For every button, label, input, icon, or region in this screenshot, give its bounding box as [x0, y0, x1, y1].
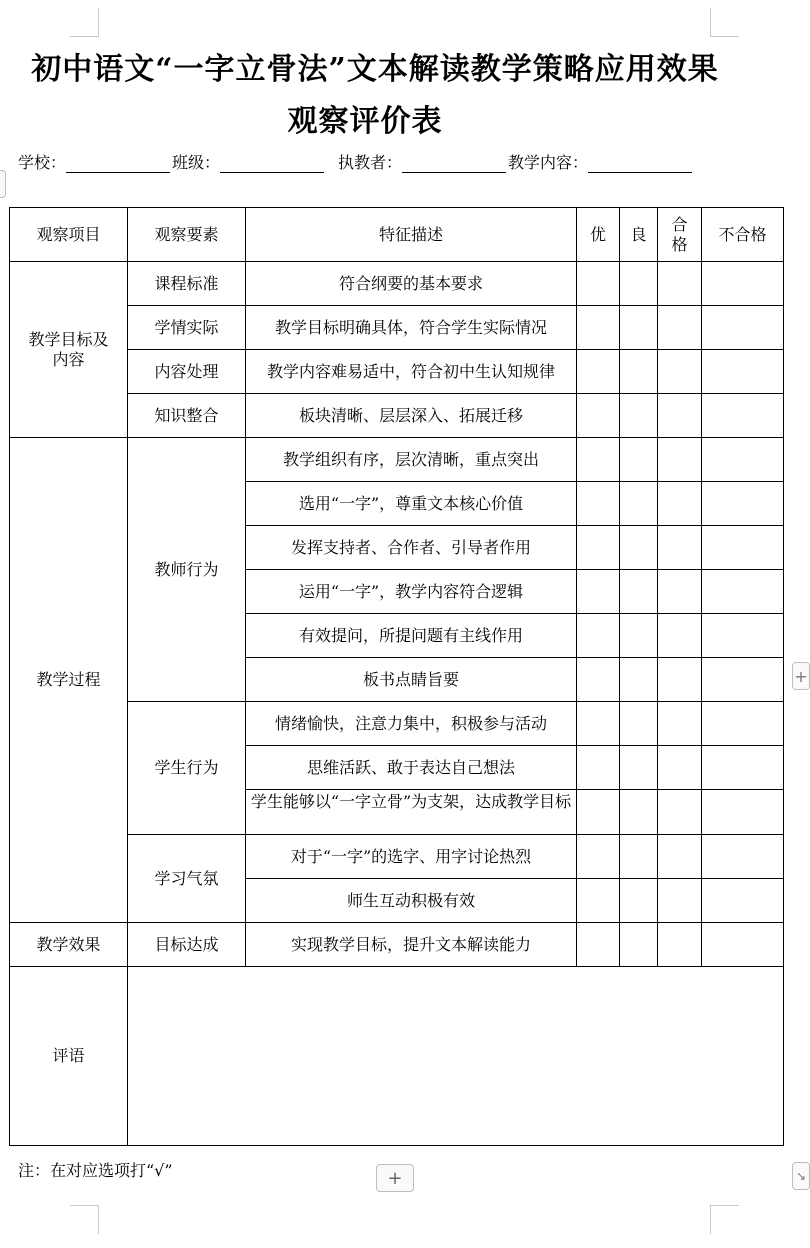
description-cell: 师生互动积极有效 — [246, 879, 577, 923]
header-item: 观察项目 — [10, 208, 128, 262]
rating-fail-cell[interactable] — [702, 526, 784, 570]
description-cell: 思维活跃、敢于表达自己想法 — [246, 746, 577, 790]
document-title-line2: 观察评价表 — [287, 104, 443, 139]
rating-pass-cell[interactable] — [658, 482, 702, 526]
description-cell: 有效提问，所提问题有主线作用 — [246, 614, 577, 658]
class-label: 班级： — [172, 153, 221, 172]
rating-excellent-cell[interactable] — [577, 790, 620, 835]
rating-fail-cell[interactable] — [702, 746, 784, 790]
description-cell: 发挥支持者、合作者、引导者作用 — [246, 526, 577, 570]
element-curriculum: 课程标准 — [128, 262, 246, 306]
description-cell: 情绪愉快，注意力集中，积极参与活动 — [246, 702, 577, 746]
rating-fail-cell[interactable] — [702, 350, 784, 394]
add-column-button[interactable] — [792, 662, 810, 690]
crop-mark-top-left — [70, 8, 99, 37]
description-cell: 板块清晰、层层深入、拓展迁移 — [246, 394, 577, 438]
rating-pass-cell[interactable] — [658, 306, 702, 350]
rating-pass-cell[interactable] — [658, 438, 702, 482]
rating-pass-cell[interactable] — [658, 790, 702, 835]
group-process: 教学过程 — [10, 438, 128, 923]
rating-pass-cell[interactable] — [658, 702, 702, 746]
plus-icon: + — [794, 666, 808, 686]
comment-label: 评语 — [10, 967, 128, 1146]
rating-good-cell[interactable] — [620, 658, 658, 702]
class-field[interactable] — [220, 154, 324, 173]
header-excellent: 优 — [577, 208, 620, 262]
rating-good-cell[interactable] — [620, 746, 658, 790]
rating-good-cell[interactable] — [620, 306, 658, 350]
teacher-field[interactable] — [402, 154, 506, 173]
rating-good-cell[interactable] — [620, 526, 658, 570]
header-description: 特征描述 — [246, 208, 577, 262]
rating-good-cell[interactable] — [620, 438, 658, 482]
rating-fail-cell[interactable] — [702, 923, 784, 967]
rating-pass-cell[interactable] — [658, 879, 702, 923]
rating-excellent-cell[interactable] — [577, 482, 620, 526]
rating-excellent-cell[interactable] — [577, 923, 620, 967]
rating-pass-cell[interactable] — [658, 394, 702, 438]
rating-excellent-cell[interactable] — [577, 746, 620, 790]
rating-fail-cell[interactable] — [702, 438, 784, 482]
content-label: 教学内容： — [508, 153, 589, 172]
description-cell: 教学内容难易适中，符合初中生认知规律 — [246, 350, 577, 394]
left-margin-handle[interactable] — [0, 170, 6, 198]
rating-pass-cell[interactable] — [658, 746, 702, 790]
crop-mark-bottom-left — [70, 1205, 99, 1234]
footnote: 注：在对应选项打“√” — [18, 1161, 173, 1180]
table-row — [10, 262, 784, 306]
rating-good-cell[interactable] — [620, 394, 658, 438]
element-students: 学情实际 — [128, 306, 246, 350]
table-row — [10, 923, 784, 967]
element-student-behavior: 学生行为 — [128, 702, 246, 835]
rating-good-cell[interactable] — [620, 350, 658, 394]
element-goal: 目标达成 — [128, 923, 246, 967]
rating-pass-cell[interactable] — [658, 526, 702, 570]
header-element: 观察要素 — [128, 208, 246, 262]
teacher-label: 执教者： — [338, 153, 403, 172]
rating-excellent-cell[interactable] — [577, 702, 620, 746]
plus-icon: + — [387, 1167, 403, 1189]
element-knowledge: 知识整合 — [128, 394, 246, 438]
rating-fail-cell[interactable] — [702, 835, 784, 879]
rating-excellent-cell[interactable] — [577, 570, 620, 614]
resize-table-button[interactable] — [792, 1162, 810, 1190]
description-cell: 对于“一字”的选字、用字讨论热烈 — [246, 835, 577, 879]
rating-good-cell[interactable] — [620, 790, 658, 835]
rating-excellent-cell[interactable] — [577, 526, 620, 570]
crop-mark-top-right — [710, 8, 739, 37]
element-atmosphere: 学习气氛 — [128, 835, 246, 923]
rating-fail-cell[interactable] — [702, 658, 784, 702]
rating-pass-cell[interactable] — [658, 570, 702, 614]
comment-area[interactable] — [128, 967, 784, 1146]
school-label: 学校： — [18, 153, 67, 172]
rating-fail-cell[interactable] — [702, 790, 784, 835]
rating-pass-cell[interactable] — [658, 835, 702, 879]
rating-fail-cell[interactable] — [702, 879, 784, 923]
add-row-button[interactable] — [376, 1164, 414, 1192]
group-goals: 教学目标及内容 — [10, 262, 128, 438]
rating-fail-cell[interactable] — [702, 262, 784, 306]
description-cell: 运用“一字”，教学内容符合逻辑 — [246, 570, 577, 614]
rating-good-cell[interactable] — [620, 614, 658, 658]
rating-excellent-cell[interactable] — [577, 394, 620, 438]
description-cell: 选用“一字”，尊重文本核心价值 — [246, 482, 577, 526]
school-field[interactable] — [66, 154, 170, 173]
header-fail: 不合格 — [702, 208, 784, 262]
description-cell: 板书点睛旨要 — [246, 658, 577, 702]
description-cell: 教学目标明确具体，符合学生实际情况 — [246, 306, 577, 350]
rating-excellent-cell[interactable] — [577, 879, 620, 923]
rating-fail-cell[interactable] — [702, 482, 784, 526]
rating-excellent-cell[interactable] — [577, 835, 620, 879]
table-row — [10, 438, 784, 482]
header-pass: 合格 — [658, 208, 702, 262]
rating-excellent-cell[interactable] — [577, 658, 620, 702]
rating-fail-cell[interactable] — [702, 570, 784, 614]
element-teacher: 教师行为 — [128, 438, 246, 702]
comment-row — [10, 967, 784, 1146]
rating-good-cell[interactable] — [620, 482, 658, 526]
rating-excellent-cell[interactable] — [577, 350, 620, 394]
rating-fail-cell[interactable] — [702, 702, 784, 746]
rating-fail-cell[interactable] — [702, 394, 784, 438]
description-cell: 学生能够以“一字立骨”为支架，达成教学目标 — [246, 790, 577, 835]
group-effect: 教学效果 — [10, 923, 128, 967]
content-field[interactable] — [588, 154, 692, 173]
description-cell: 实现教学目标，提升文本解读能力 — [246, 923, 577, 967]
rating-pass-cell[interactable] — [658, 262, 702, 306]
info-row — [18, 150, 694, 173]
rating-good-cell[interactable] — [620, 923, 658, 967]
rating-pass-cell[interactable] — [658, 658, 702, 702]
rating-fail-cell[interactable] — [702, 306, 784, 350]
rating-good-cell[interactable] — [620, 262, 658, 306]
description-cell: 符合纲要的基本要求 — [246, 262, 577, 306]
rating-good-cell[interactable] — [620, 570, 658, 614]
table-header-row — [10, 208, 784, 262]
rating-excellent-cell[interactable] — [577, 306, 620, 350]
rating-excellent-cell[interactable] — [577, 262, 620, 306]
crop-mark-bottom-right — [710, 1205, 739, 1234]
rating-pass-cell[interactable] — [658, 923, 702, 967]
observation-table — [9, 207, 784, 1146]
rating-excellent-cell[interactable] — [577, 438, 620, 482]
rating-good-cell[interactable] — [620, 879, 658, 923]
rating-pass-cell[interactable] — [658, 614, 702, 658]
element-content: 内容处理 — [128, 350, 246, 394]
rating-excellent-cell[interactable] — [577, 614, 620, 658]
rating-good-cell[interactable] — [620, 702, 658, 746]
rating-fail-cell[interactable] — [702, 614, 784, 658]
resize-icon: ↘ — [795, 1169, 807, 1183]
rating-good-cell[interactable] — [620, 835, 658, 879]
description-cell: 教学组织有序，层次清晰，重点突出 — [246, 438, 577, 482]
document-title-line1: 初中语文“一字立骨法”文本解读教学策略应用效果 — [31, 52, 719, 87]
header-good: 良 — [620, 208, 658, 262]
rating-pass-cell[interactable] — [658, 350, 702, 394]
